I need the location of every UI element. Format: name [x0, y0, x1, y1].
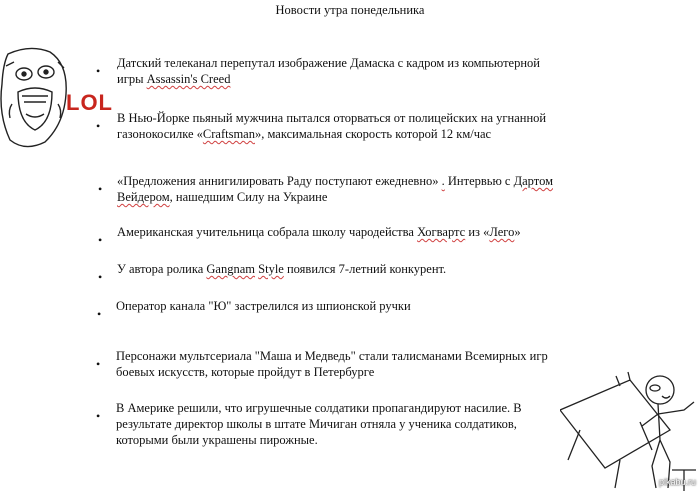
bullet-icon: • [96, 64, 101, 78]
news-text: В Америке решили, что игрушечные солдатики пропагандируют насилие. В [116, 401, 522, 415]
news-link: . [441, 174, 445, 188]
news-item [117, 55, 540, 87]
news-link: Хогвартс [417, 225, 466, 239]
news-link: Craftsman [202, 127, 255, 141]
news-line [117, 55, 540, 71]
news-text: Американская учительница собрала школу чародейства [117, 225, 418, 239]
news-link: Дартом [513, 174, 553, 188]
news-text: Персонажи мультсериала "Маша и Медведь" стали талисманами Всемирных игр [116, 349, 548, 363]
news-line [117, 224, 521, 240]
bullet-icon: • [97, 307, 102, 321]
news-text: У автора ролика [117, 262, 207, 276]
bullet-icon: • [98, 182, 103, 196]
news-text: из « [465, 225, 490, 239]
news-line [117, 71, 540, 87]
news-text: , нашедшим Силу на Украине [169, 190, 328, 204]
news-text: », максимальная скорость которой 12 км/час [254, 127, 492, 141]
news-text: Интервью с [444, 174, 514, 188]
news-item [117, 224, 521, 240]
page-title: Новости утра понедельника [275, 3, 425, 17]
news-text: «Предложения аннигилировать Раду поступают ежедневно» [117, 174, 442, 188]
news-link: Вейдером [117, 190, 170, 204]
bullet-icon: • [96, 357, 101, 371]
bullet-icon: • [96, 119, 101, 133]
news-text: которыми были украшены пирожные. [116, 433, 318, 447]
news-link: Лего [489, 225, 515, 239]
news-text: » [514, 225, 521, 239]
news-item [117, 173, 553, 205]
news-line [117, 189, 553, 205]
news-line [116, 416, 522, 432]
news-text: игры [117, 72, 147, 86]
news-line [117, 126, 546, 142]
news-link: Gangnam [206, 262, 256, 276]
bullet-icon: • [98, 233, 103, 247]
watermark: pikabu.ru [658, 477, 696, 487]
news-line [116, 348, 548, 364]
table-flip-icon [560, 370, 700, 491]
bullet-icon: • [96, 409, 101, 423]
lol-label: LOL [66, 90, 113, 115]
news-item [116, 298, 411, 314]
news-link: Assassin's Creed [146, 72, 231, 86]
bullet-icon: • [98, 270, 103, 284]
news-item [117, 110, 546, 142]
news-text: Датский телеканал перепутал изображение Дамаска с кадром из компьютерной [117, 56, 540, 70]
news-text: результате директор школы в штате Мичиган отняла у ученика солдатиков, [116, 417, 517, 431]
news-line [116, 298, 411, 314]
news-line [117, 173, 553, 189]
news-item [116, 348, 548, 380]
news-line [116, 432, 522, 448]
news-line [117, 110, 546, 126]
news-item [117, 261, 446, 277]
news-line [117, 261, 446, 277]
news-item [116, 400, 522, 448]
news-line [116, 364, 548, 380]
news-text: газонокосилке « [117, 127, 203, 141]
news-text: В Нью-Йорке пьяный мужчина пытался оторваться от полицейских на угнанной [117, 111, 547, 125]
news-text: появился 7-летний конкурент. [283, 262, 447, 276]
news-text: Оператор канала "Ю" застрелился из шпионской ручки [116, 299, 411, 313]
news-line [116, 400, 522, 416]
lol-face-icon [0, 44, 70, 154]
news-text: боевых искусств, которые пройдут в Петербурге [116, 365, 375, 379]
news-link: Style [258, 262, 284, 276]
